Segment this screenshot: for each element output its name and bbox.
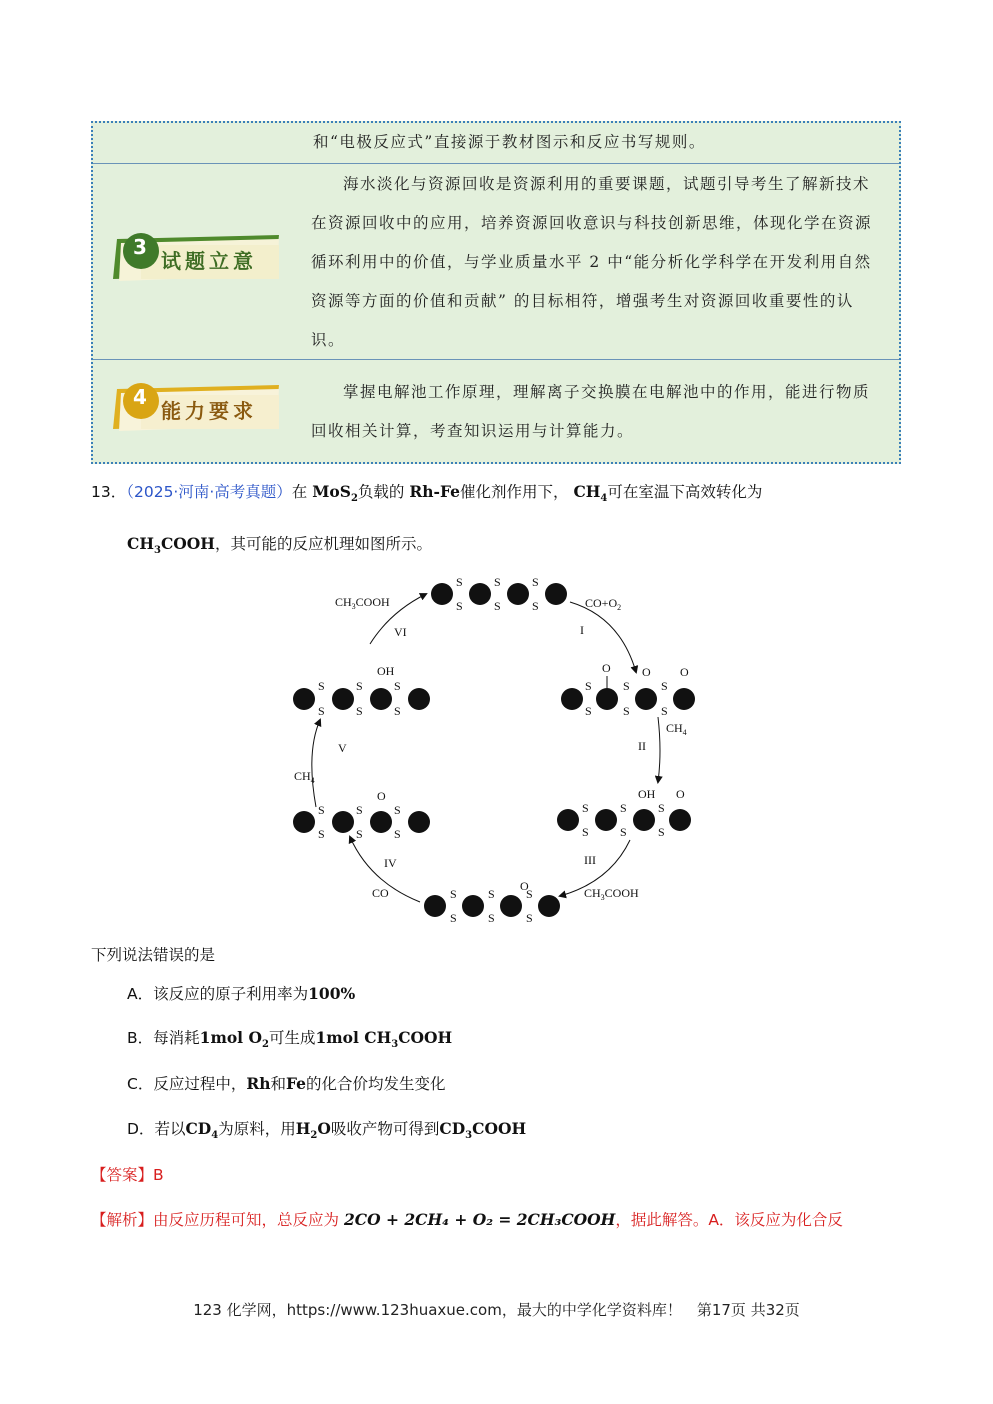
label-ch3cooh-right — [584, 886, 639, 902]
box-row4-line1: 掌握电解池工作原理，理解离子交换膜在电解池中的作用，能进行物质 — [343, 383, 871, 401]
label-text: COOH — [604, 886, 639, 900]
option-bold: O — [317, 1119, 331, 1138]
catalyst-right-upper — [561, 661, 695, 718]
atom-o: O — [680, 665, 689, 679]
analysis-text: 由反应历程可知，总反应为 — [153, 1211, 340, 1229]
atom-o: O — [602, 661, 611, 675]
atom-o: O — [642, 665, 651, 679]
atom-o: O — [676, 787, 685, 801]
svg-text:S: S — [356, 704, 363, 718]
option-bold: COOH — [398, 1028, 453, 1047]
svg-text:S: S — [623, 704, 630, 718]
svg-text:S: S — [456, 599, 463, 613]
catalyst-left-upper — [293, 664, 430, 718]
label-ch4-right — [666, 721, 687, 737]
label-sub: 2 — [617, 603, 622, 612]
formula-mos2: MoS — [312, 482, 351, 501]
box-row1-text: 和“电极反应式”直接源于教材图示和反应书写规则。 — [313, 133, 706, 151]
svg-text:S: S — [661, 679, 668, 693]
option-sub: 3 — [391, 1039, 399, 1051]
atom-o: O — [520, 879, 529, 893]
svg-text:S: S — [658, 801, 665, 815]
option-text: 可生成 — [268, 1029, 316, 1047]
option-letter: D． — [127, 1120, 155, 1138]
svg-text:S: S — [394, 803, 401, 817]
question-stem-line1 — [91, 480, 762, 504]
option-sub: 2 — [261, 1039, 269, 1051]
group-oh: OH — [638, 787, 656, 801]
atom-o: O — [377, 789, 386, 803]
label-co-o2 — [585, 596, 621, 612]
svg-text:S: S — [526, 911, 533, 925]
group-oh: OH — [377, 664, 395, 678]
formula-sub: 4 — [600, 493, 608, 505]
box-row3-line4: 资源等方面的价值和贡献” 的目标相符，增强考生对资源回收重要性的认 — [311, 292, 854, 310]
option-sub: 3 — [465, 1130, 473, 1142]
catalyst-right-lower — [557, 787, 691, 839]
svg-text:S: S — [318, 827, 325, 841]
option-a[interactable] — [127, 982, 355, 1004]
step-label-2: II — [638, 739, 646, 753]
analysis-text: ，据此解答。A．该反应为化合反 — [615, 1211, 843, 1229]
label-text: CO+O — [585, 596, 618, 610]
page-footer: 123 化学网，https://www.123huaxue.com，最大的中学化学资料库！ 第17页 共32页 — [193, 1301, 800, 1319]
option-text: 吸收产物可得到 — [330, 1120, 440, 1138]
step-label-5: V — [338, 741, 347, 755]
svg-text:S: S — [318, 803, 325, 817]
svg-text:S: S — [661, 704, 668, 718]
catalyst-left-lower — [293, 789, 430, 841]
question-text: 可在室温下高效转化为 — [607, 483, 763, 501]
badge-3-label: 试题立意 — [161, 249, 257, 273]
label-text: CH — [584, 886, 601, 900]
option-bold: 1mol O — [199, 1028, 262, 1047]
question-number: 13． — [91, 483, 127, 501]
svg-text:S: S — [394, 704, 401, 718]
svg-text:S: S — [582, 801, 589, 815]
svg-text:S: S — [623, 679, 630, 693]
option-bold: 1mol CH — [315, 1028, 392, 1047]
svg-text:S: S — [450, 911, 457, 925]
question-source: （2025·河南·高考真题） — [126, 483, 292, 501]
label-sub: 4 — [310, 776, 315, 785]
svg-text:S: S — [488, 887, 495, 901]
svg-text:S: S — [620, 801, 627, 815]
analysis-line — [91, 1208, 843, 1230]
option-text: 该反应的原子利用率为 — [153, 985, 309, 1003]
box-row3-line1: 海水淡化与资源回收是资源利用的重要课题，试题引导考生了解新技术 — [343, 175, 871, 193]
option-sub: 2 — [310, 1130, 318, 1142]
svg-text:S: S — [532, 575, 539, 589]
option-b[interactable] — [127, 1026, 452, 1050]
option-bold: 100% — [308, 984, 356, 1003]
box-row3-line2: 在资源回收中的应用，培养资源回收意识与科技创新思维，体现化学在资源 — [311, 214, 873, 232]
svg-text:S: S — [450, 887, 457, 901]
formula-rhfe: Rh-Fe — [409, 482, 460, 501]
catalyst-bottom — [424, 879, 560, 925]
reaction-mechanism-diagram — [280, 572, 720, 932]
svg-text:S: S — [526, 887, 533, 901]
option-c[interactable] — [127, 1072, 446, 1094]
svg-text:S: S — [658, 825, 665, 839]
option-d[interactable] — [127, 1117, 526, 1141]
label-co: CO — [372, 886, 389, 900]
svg-text:S: S — [356, 679, 363, 693]
svg-text:S: S — [394, 679, 401, 693]
option-text: 和 — [270, 1075, 287, 1093]
badge-4-number: 4 — [133, 385, 147, 409]
svg-text:S: S — [356, 803, 363, 817]
option-bold: Fe — [286, 1074, 307, 1093]
svg-text:S: S — [356, 827, 363, 841]
question-prompt: 下列说法错误的是 — [91, 946, 216, 964]
label-text: CH — [335, 595, 352, 609]
option-letter: C． — [127, 1075, 154, 1093]
analysis-equation: 2CO + 2CH₄ + O₂ = 2CH₃COOH — [343, 1210, 616, 1229]
svg-text:S: S — [620, 825, 627, 839]
formula-ch3cooh: CH — [127, 534, 154, 553]
answer-line — [91, 1163, 164, 1185]
option-sub: 4 — [211, 1130, 219, 1142]
svg-text:S: S — [494, 575, 501, 589]
catalyst-top — [431, 575, 567, 613]
svg-text:S: S — [456, 575, 463, 589]
step-label-4: IV — [384, 856, 397, 870]
question-text: 催化剂作用下， — [459, 483, 569, 501]
formula-ch3cooh: COOH — [160, 534, 215, 553]
formula-sub: 2 — [350, 493, 358, 505]
question-text: ，其可能的反应机理如图所示。 — [214, 535, 432, 553]
question-text: 在 — [291, 483, 308, 501]
formula-sub: 3 — [153, 545, 161, 557]
box-row3-line5: 识。 — [311, 331, 346, 349]
box-divider-1 — [93, 163, 899, 164]
svg-text:S: S — [318, 679, 325, 693]
box-row3-line3: 循环利用中的价值，与学业质量水平 2 中“能分析化学科学在开发利用自然 — [311, 253, 872, 271]
arrow-step-2 — [658, 717, 660, 782]
option-letter: B． — [127, 1029, 154, 1047]
option-text: 为原料，用 — [218, 1120, 296, 1138]
svg-text:S: S — [394, 827, 401, 841]
label-text: CH — [666, 721, 683, 735]
svg-text:S: S — [494, 599, 501, 613]
label-sub: 3 — [600, 893, 605, 902]
option-letter: A． — [127, 985, 154, 1003]
question-text: 负载的 — [357, 483, 405, 501]
option-text: 每消耗 — [153, 1029, 200, 1047]
label-text: CH — [294, 769, 311, 783]
option-bold: Rh — [246, 1074, 271, 1093]
svg-text:S: S — [488, 911, 495, 925]
svg-text:S: S — [318, 704, 325, 718]
svg-text:S: S — [532, 599, 539, 613]
formula-ch4: CH — [573, 482, 601, 501]
box-row4-line2: 回收相关计算，考查知识运用与计算能力。 — [311, 422, 635, 440]
option-bold: CD — [185, 1119, 212, 1138]
svg-text:S: S — [585, 679, 592, 693]
option-bold: CD — [439, 1119, 466, 1138]
analysis-label: 【解析】 — [91, 1211, 154, 1229]
option-bold: H — [295, 1119, 311, 1138]
badge-3-number: 3 — [133, 235, 147, 259]
answer-value: B — [153, 1166, 164, 1184]
question-stem-line2 — [127, 532, 432, 556]
option-text: 反应过程中， — [153, 1075, 247, 1093]
badge-4-label: 能力要求 — [161, 399, 257, 423]
step-label-6: VI — [394, 625, 407, 639]
option-text: 的化合价均发生变化 — [306, 1075, 446, 1093]
arrow-step-5 — [312, 720, 320, 807]
label-sub: 4 — [682, 728, 687, 737]
label-text: COOH — [355, 595, 390, 609]
option-text: 若以 — [154, 1120, 186, 1138]
label-sub: 3 — [351, 602, 356, 611]
option-bold: COOH — [472, 1119, 527, 1138]
step-label-3: III — [584, 853, 596, 867]
answer-label: 【答案】 — [91, 1166, 154, 1184]
info-box — [91, 121, 901, 464]
svg-text:S: S — [585, 704, 592, 718]
label-ch3cooh-top — [335, 595, 390, 611]
svg-text:S: S — [582, 825, 589, 839]
step-label-1: I — [580, 623, 584, 637]
box-divider-2 — [93, 359, 899, 360]
